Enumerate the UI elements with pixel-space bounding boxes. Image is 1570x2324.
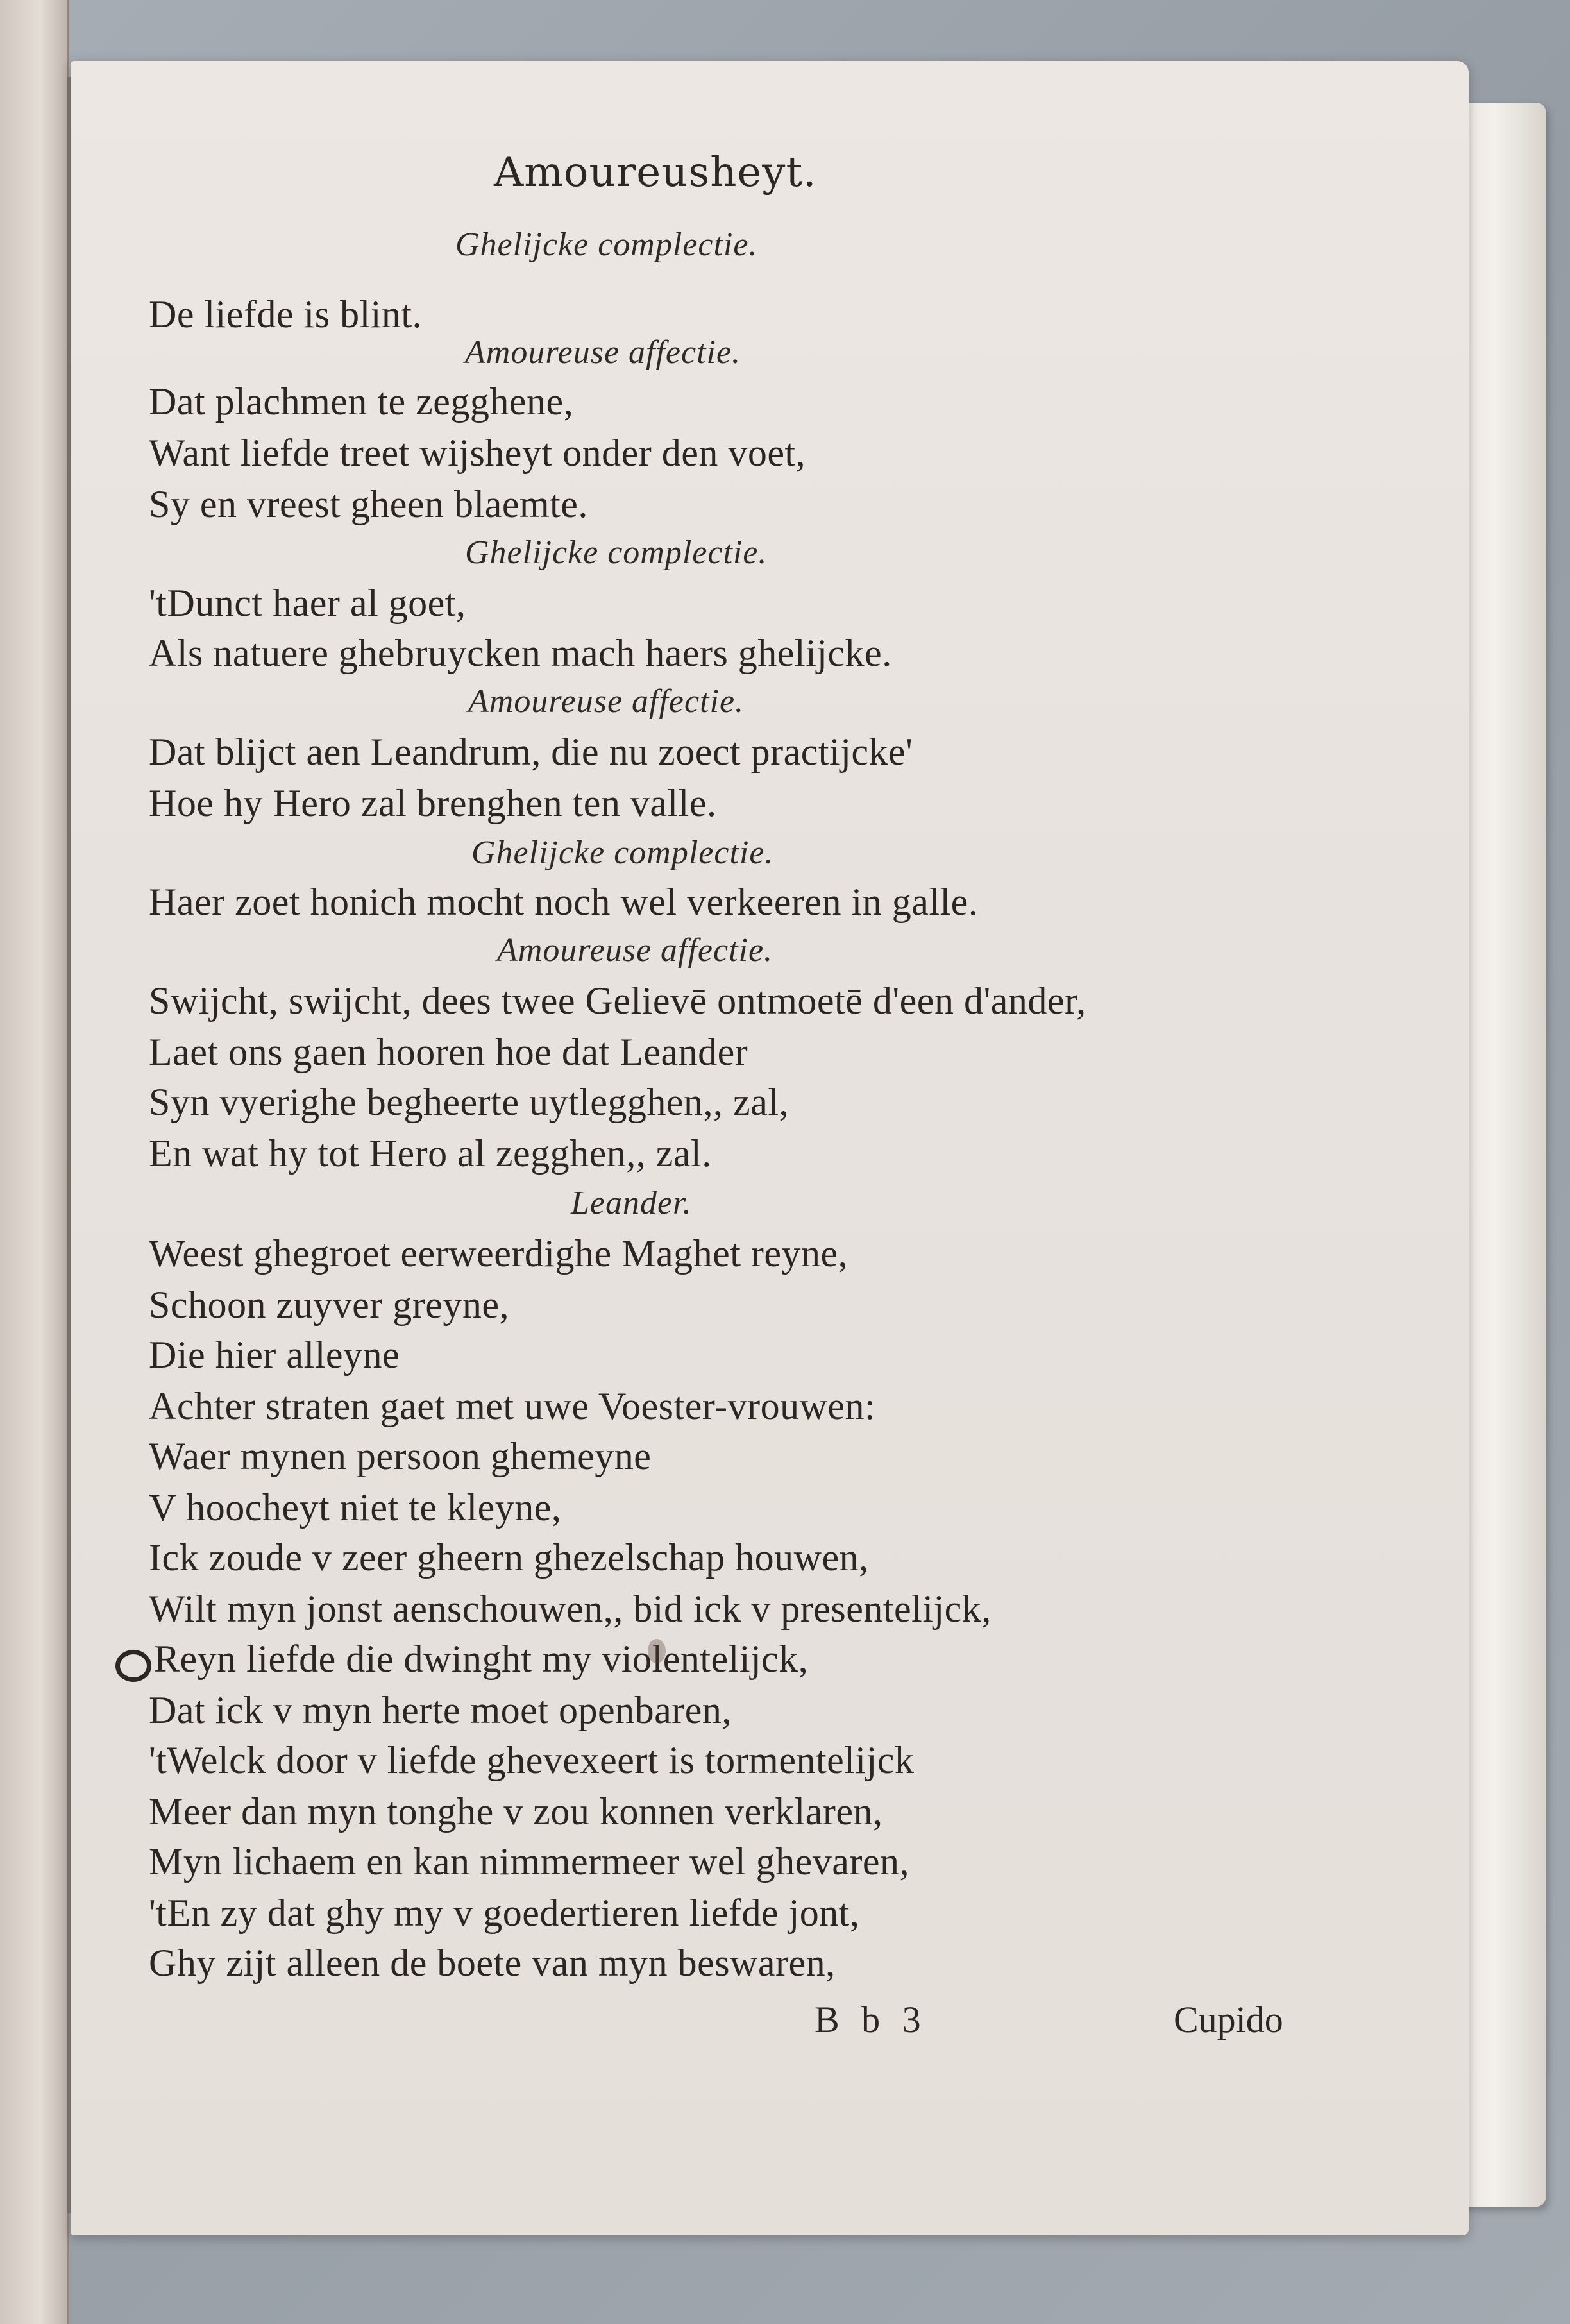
speaker-label: Ghelijcke complectie. [465, 534, 768, 571]
verse-line: Haer zoet honich mocht noch wel verkeeren in galle. [149, 881, 979, 923]
verse-line: 'tDunct haer al goet, [149, 582, 466, 624]
verse-line: Ghy zijt alleen de boete van myn beswaren, [149, 1942, 836, 1984]
verse-line: Myn lichaem en kan nimmermeer wel ghevaren, [149, 1840, 910, 1883]
speaker-label: Ghelijcke complectie. [471, 835, 774, 871]
verse-line: Want liefde treet wijsheyt onder den voet, [149, 432, 806, 474]
verse-line: Laet ons gaen hooren hoe dat Leander [149, 1031, 748, 1073]
verse-line: Schoon zuyver greyne, [149, 1284, 509, 1326]
verse-line: Dat plachmen te zegghene, [149, 380, 574, 423]
verse-line: Waer mynen persoon ghemeyne [149, 1435, 652, 1477]
verse-line: Dat ick v myn herte moet openbaren, [149, 1689, 732, 1731]
verse-line: Meer dan myn tonghe v zou konnen verklaren, [149, 1790, 883, 1833]
verse-line: Hoe hy Hero zal brenghen ten valle. [149, 782, 717, 824]
verse-line: 'tEn zy dat ghy my v goedertieren liefde jont, [149, 1892, 860, 1934]
verse-line: En wat hy tot Hero al zegghen,, zal. [149, 1132, 712, 1175]
speaker-label: Amoureuse affectie. [465, 334, 741, 371]
verse-line: Reyn liefde die dwinght my violentelijck, [154, 1638, 809, 1680]
speaker-label: Amoureuse affectie. [468, 683, 745, 720]
verse-line: Die hier alleyne [149, 1334, 400, 1376]
verse-line: Syn vyerighe begheerte uytlegghen,, zal, [149, 1081, 789, 1123]
verse-line: Weest ghegroet eerweerdighe Maghet reyne, [149, 1232, 848, 1275]
speaker-label: Ghelijcke complectie. [455, 226, 758, 263]
paper-stain [648, 1639, 666, 1663]
speaker-label: Leander. [571, 1185, 692, 1221]
verse-line: V hoocheyt niet te kleyne, [149, 1486, 562, 1529]
verse-line: Swijcht, swijcht, dees twee Gelievē ontmoetē d'een d'ander, [149, 980, 1086, 1022]
verse-line: Als natuere ghebruycken mach haers ghelijcke. [149, 632, 892, 674]
verse-line: Dat blijct aen Leandrum, die nu zoect practijcke' [149, 731, 913, 773]
verse-line: Ick zoude v zeer gheern ghezelschap houwen, [149, 1536, 869, 1579]
verse-line: De liefde is blint. [149, 293, 423, 335]
signature-mark: B b 3 [815, 1999, 927, 2040]
catchword: Cupido [1174, 1999, 1283, 2040]
verse-line: Sy en vreest gheen blaemte. [149, 483, 588, 525]
verse-line: 'tWelck door v liefde ghevexeert is tormentelijck [149, 1739, 915, 1781]
ink-blot-mark [115, 1650, 151, 1682]
left-page-edge [0, 0, 69, 2324]
verse-line: Achter straten gaet met uwe Voester-vrouwen: [149, 1385, 876, 1427]
verse-line: Wilt myn jonst aenschouwen,, bid ick v presentelijck, [149, 1588, 992, 1630]
running-head: Amoureusheyt. [494, 149, 817, 196]
speaker-label: Amoureuse affectie. [497, 932, 773, 969]
